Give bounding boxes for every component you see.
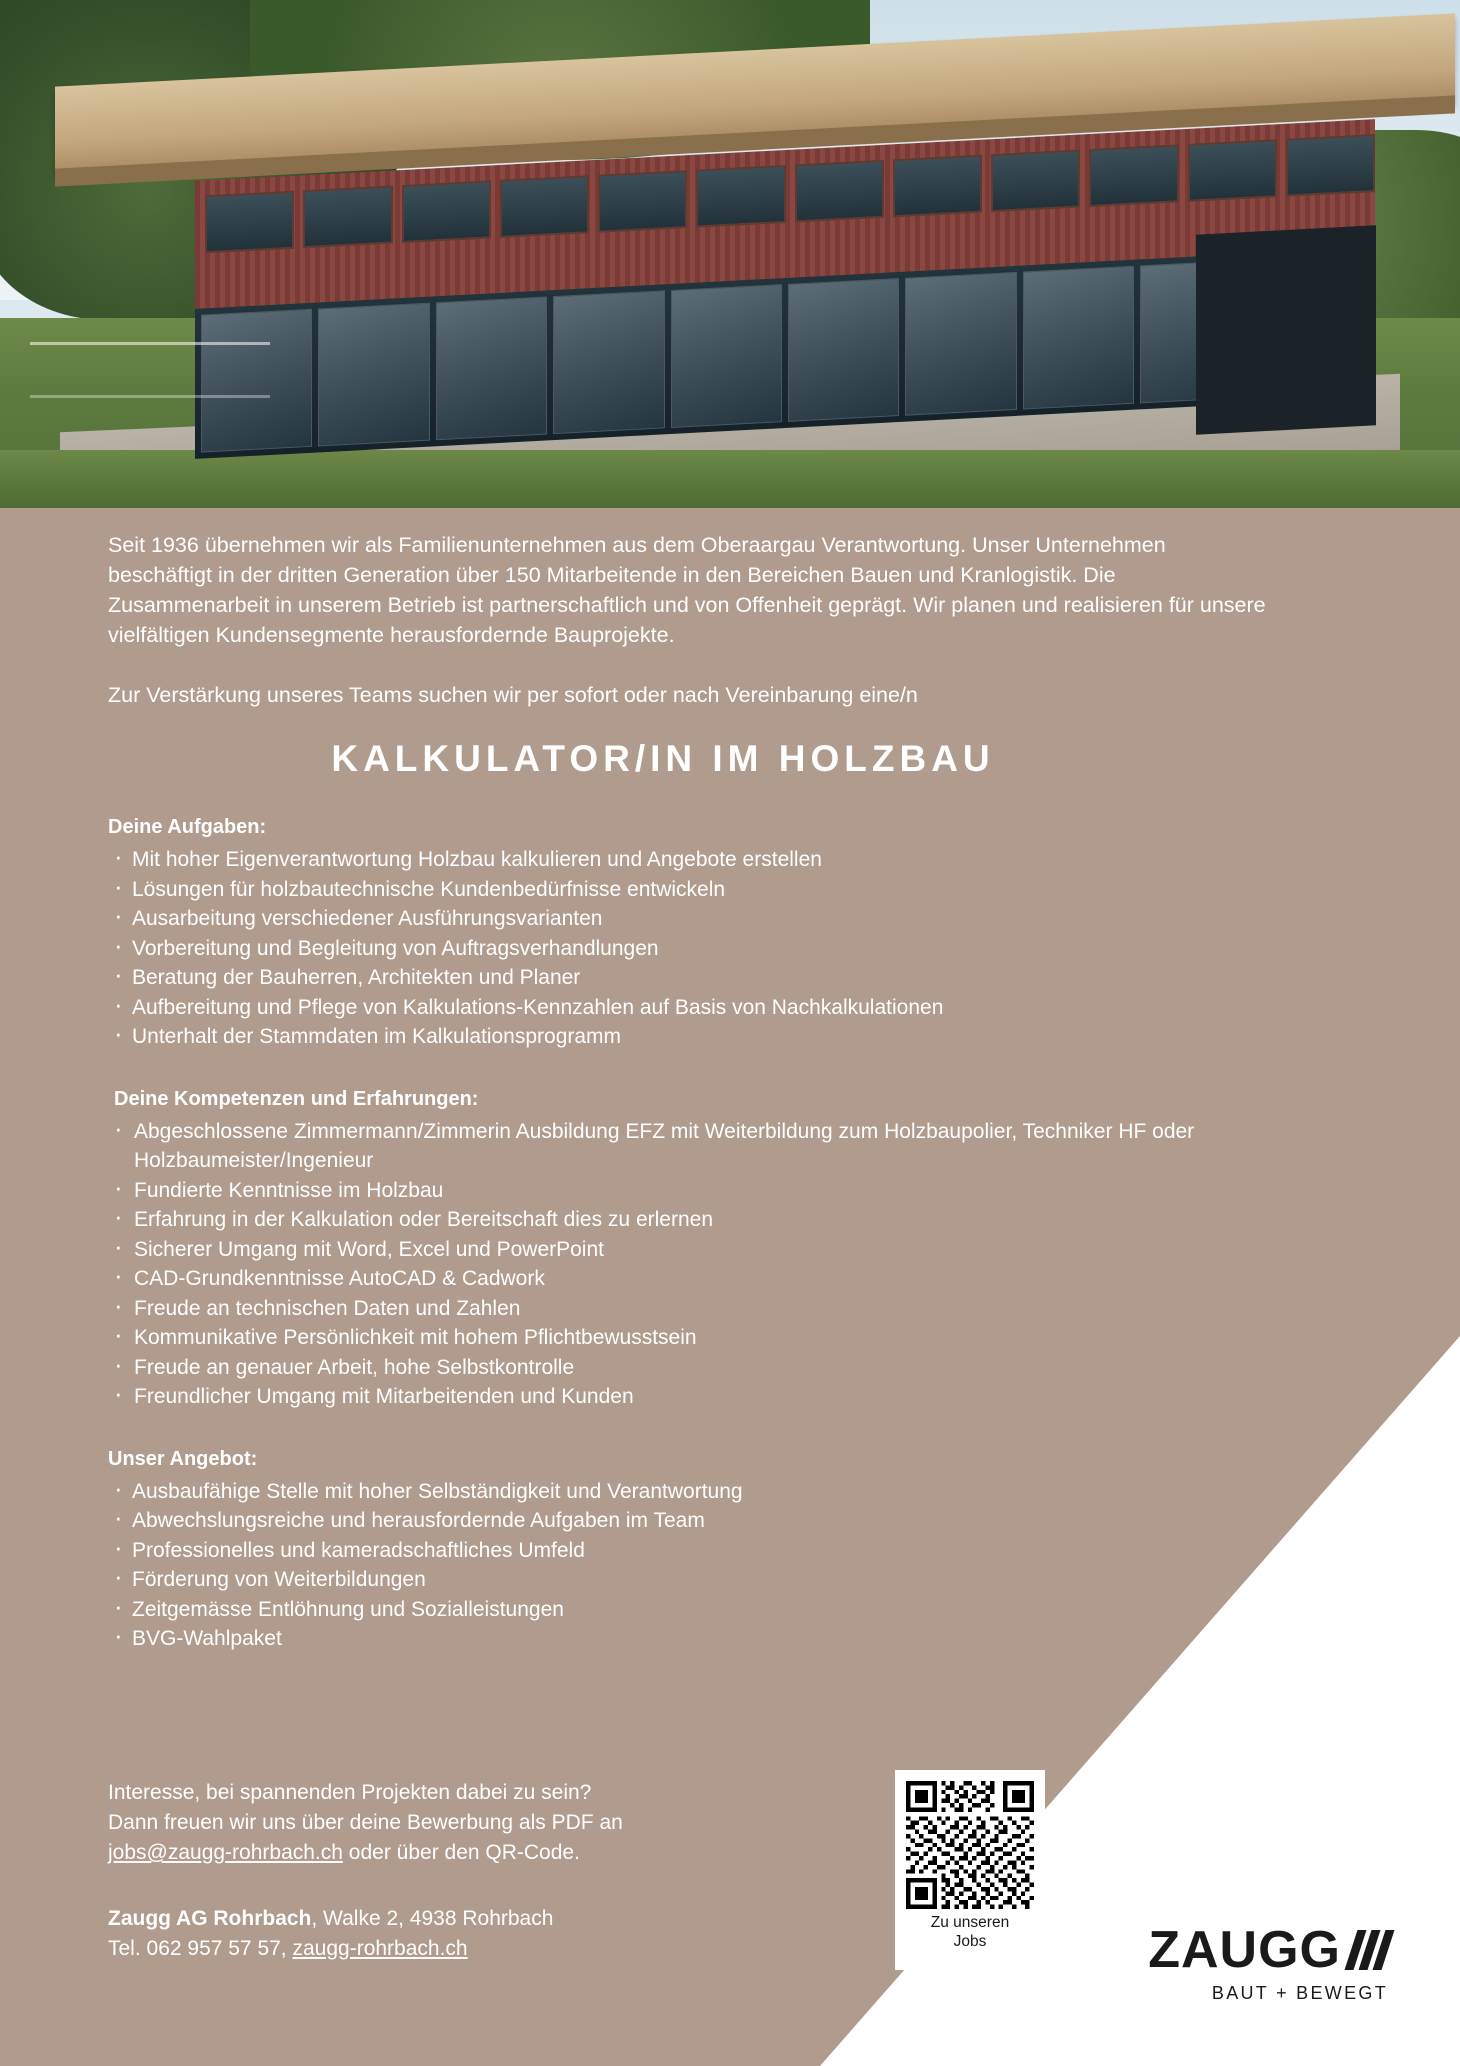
company-logo [1148,1921,1388,2004]
list-item: · Professionelles und kameradschaftliches Umfeld [108,1536,1288,1566]
email-link[interactable]: jobs@zaugg-rohrbach.ch [108,1841,343,1864]
qr-code-box[interactable] [895,1770,1045,1970]
task-list [108,845,1288,1052]
intro-call-to-action: Zur Verstärkung unseres Teams suchen wir per sofort oder nach Vereinbarung eine/n [108,683,918,707]
logo-slashes-icon [1351,1930,1388,1970]
logo-tagline: BAUT + BEWEGT [1211,1983,1388,2003]
intro-paragraph: Seit 1936 übernehmen wir als Familienunternehmen aus dem Oberaargau Verantwortung. Unser Unternehmen beschäftigt in der dritten Generation über 150 Mitarbeitende in den Bereichen Bauen und Kranlogistik. Die Zusammenarbeit in unserem Betrieb ist partnerschaftlich und von Offenheit geprägt. Wir planen und realisieren für unsere vielfältigen Kundensegmente herausfordernde Bauprojekte. [108,533,1266,647]
list-item: · Freundlicher Umgang mit Mitarbeitenden und Kunden [108,1382,1288,1412]
glass-panel [436,296,547,440]
list-item: · Freude an technischen Daten und Zahlen [108,1294,1288,1324]
contact-line-1: Interesse, bei spannenden Projekten dabei zu sein? [108,1781,592,1804]
glass-panel [553,290,664,434]
window [696,165,785,228]
phone-and-website [108,1934,828,1964]
contact-line-3 [108,1838,828,1868]
list-item: · Abgeschlossene Zimmermann/Zimmerin Ausbildung EFZ mit Weiterbildung zum Holzbaupolier, Techniker HF oder Holzbaumeister/Ingenieur [108,1117,1288,1176]
lawn-foreground [0,450,1460,508]
glass-panel [905,272,1016,416]
list-item: · Beratung der Bauherren, Architekten und Planer [108,963,1288,993]
offer-list [108,1477,1288,1654]
window [1286,134,1375,197]
company-name: Zaugg AG Rohrbach [108,1907,312,1930]
list-item: · CAD-Grundkenntnisse AutoCAD & Cadwork [108,1264,1288,1294]
list-item: · Vorbereitung und Begleitung von Auftragsverhandlungen [108,934,1288,964]
qr-code-icon[interactable] [906,1781,1034,1909]
company-building [195,110,1375,450]
window [991,150,1080,213]
list-item: · Zeitgemässe Entlöhnung und Sozialleistungen [108,1595,1288,1625]
list-item: · Fundierte Kenntnisse im Holzbau [108,1176,1288,1206]
section-aufgaben [108,816,1288,1052]
phone-label: Tel. 062 957 57 57, [108,1937,293,1960]
page-title: KALKULATOR/IN IM HOLZBAU [331,738,995,779]
list-item: · Kommunikative Persönlichkeit mit hohem Pflichtbewusstsein [108,1323,1288,1353]
section-heading: Unser Angebot: [108,1447,258,1470]
glass-panel [1023,266,1134,410]
fence [30,342,270,398]
window [402,180,491,243]
window [893,155,982,218]
list-item: · Lösungen für holzbautechnische Kundenbedürfnisse entwickeln [108,875,1288,905]
list-item: · BVG-Wahlpaket [108,1624,1288,1654]
logo-row [1148,1921,1388,1979]
list-item: · Mit hoher Eigenverantwortung Holzbau kalkulieren und Angebote erstellen [108,845,1288,875]
list-item: · Freude an genauer Arbeit, hohe Selbstkontrolle [108,1353,1288,1383]
list-item: · Erfahrung in der Kalkulation oder Bereitschaft dies zu erlernen [108,1205,1288,1235]
list-item: · Ausarbeitung verschiedener Ausführungsvarianten [108,904,1288,934]
contact-line-3-rest: oder über den QR-Code. [342,1841,580,1864]
glass-panel [671,284,782,428]
window [1089,144,1178,207]
window [500,175,589,238]
website-link[interactable]: zaugg-rohrbach.ch [292,1937,468,1960]
building-side-wing [1196,225,1376,434]
job-content [108,530,1288,1654]
window [303,186,392,249]
hero-image [0,0,1460,508]
section-kompetenzen [108,1088,1288,1412]
qr-caption-line-1: Zu unseren [930,1914,1010,1931]
contact-line-2: Dann freuen wir uns über deine Bewerbung als PDF an [108,1811,623,1834]
window [205,191,294,254]
window [1188,139,1277,202]
section-heading: Deine Aufgaben: [108,816,267,838]
section-heading: Deine Kompetenzen und Erfahrungen: [114,1087,479,1110]
glass-panel [318,303,429,447]
qr-caption-line-2: Jobs [953,1933,987,1950]
list-item: · Förderung von Weiterbildungen [108,1565,1288,1595]
list-item: · Abwechslungsreiche und herausfordernde Aufgaben im Team [108,1506,1288,1536]
company-address [108,1904,828,1934]
list-item: · Aufbereitung und Pflege von Kalkulations-Kennzahlen auf Basis von Nachkalkulationen [108,993,1288,1023]
competence-list [108,1117,1288,1412]
window [598,170,687,233]
contact-block [108,1778,828,1964]
section-angebot [108,1448,1288,1654]
list-item: · Unterhalt der Stammdaten im Kalkulationsprogramm [108,1022,1288,1052]
address-rest: , Walke 2, 4938 Rohrbach [311,1907,554,1930]
logo-wordmark: ZAUGG [1148,1921,1341,1979]
list-item: · Ausbaufähige Stelle mit hoher Selbständigkeit und Verantwortung [108,1477,1288,1507]
list-item: · Sicherer Umgang mit Word, Excel und PowerPoint [108,1235,1288,1265]
window [795,160,884,223]
glass-panel [788,278,899,422]
